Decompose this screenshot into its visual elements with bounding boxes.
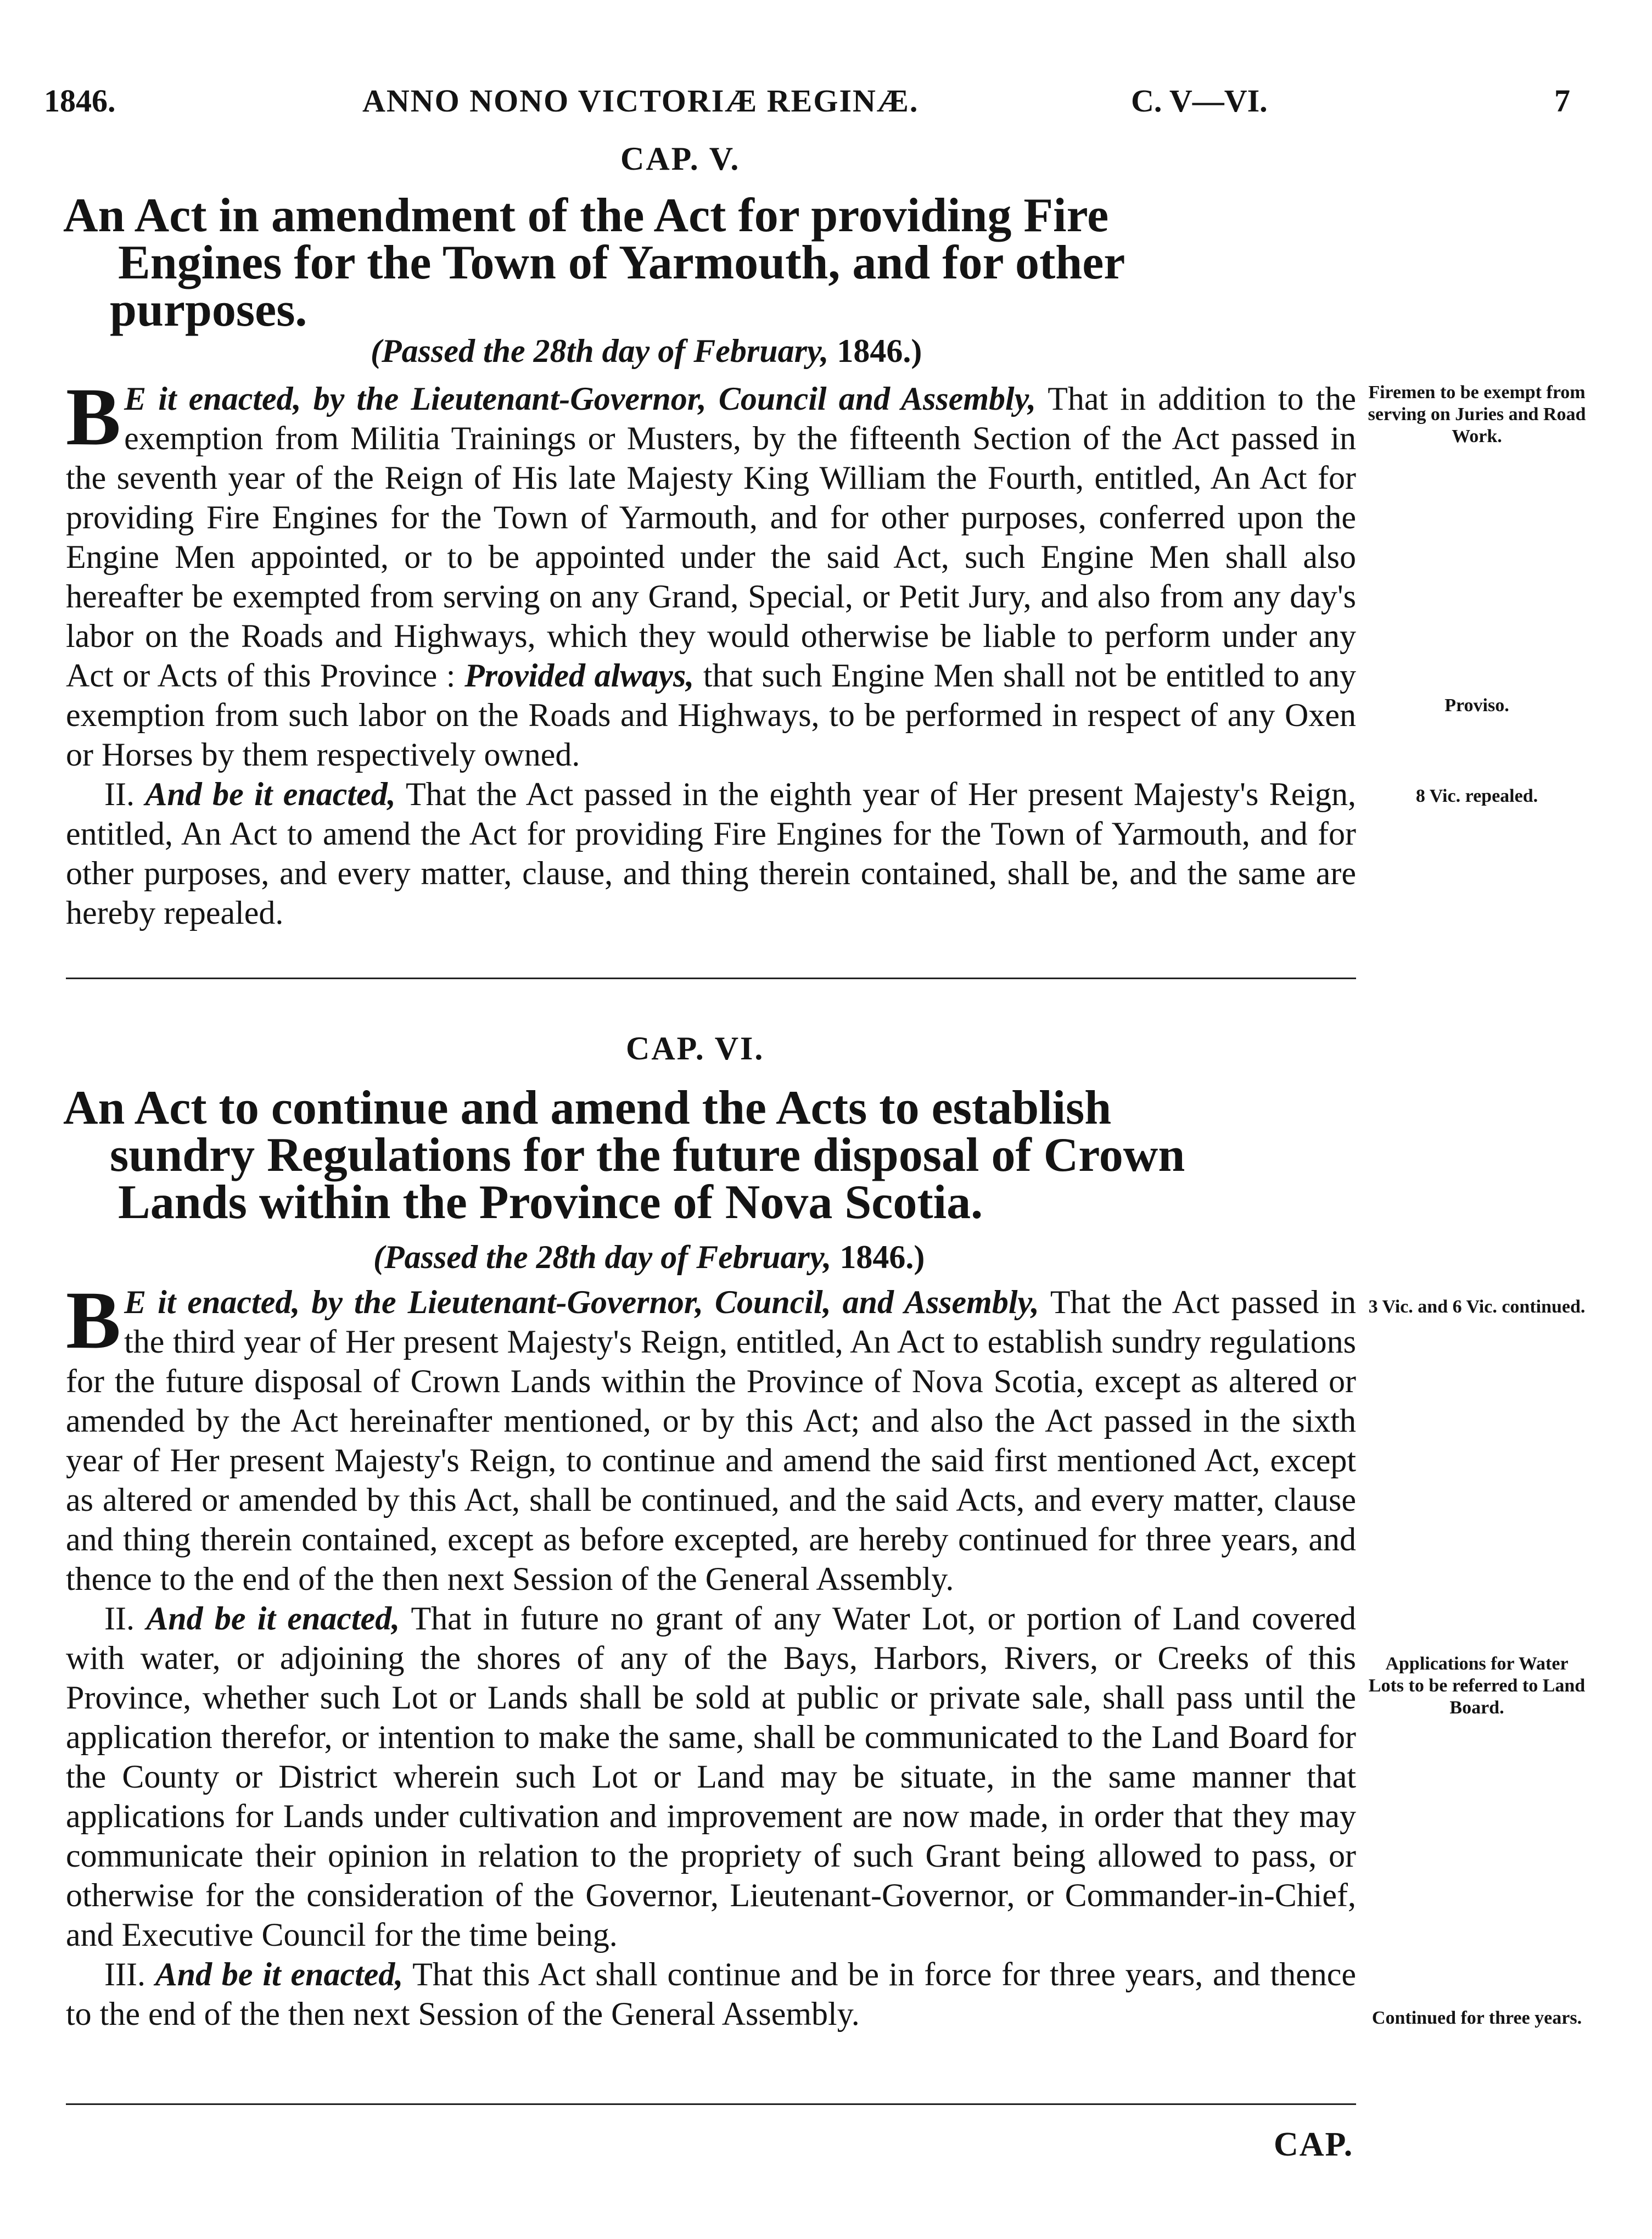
cap-5-passed-date [371, 332, 922, 370]
cap-5-s1-text: That in addition to the exemption from Militia Trainings or Musters, by the fifteenth Section of the Act passed in the seventh year of the Reign of His late Majesty King William the Fourth, entitled, An Act for providing Fire Engines for the Town of Yarmouth, and for other purposes, conferred upon the Engine Men appointed, or to be appointed under the said Act, such Engine Men shall also hereafter be exempted from serving on any Grand, Special, or Petit Jury, and also from any day's labor on the Roads and Highways, which they would otherwise be liable to perform under any Act or Acts of this Province : [66, 381, 1356, 694]
cap-6-section-3 [66, 1955, 1356, 2034]
cap-6-passed-year: 1846.) [839, 1239, 925, 1275]
cap-6-title-line-2: sundry Regulations for the future disposal of Crown [110, 1129, 1185, 1182]
cap-6-passed-date [373, 1238, 925, 1276]
header-year: 1846. [44, 83, 116, 119]
cap-6-section-1 [66, 1275, 1357, 1599]
cap-5-s1-enacting-clause: E it enacted, by the Lieutenant-Governor, Council and Assembly, [124, 381, 1037, 417]
cap-5-dropcap: B [66, 371, 121, 462]
page-number: 7 [1554, 83, 1570, 119]
cap-5-title [63, 189, 1125, 337]
cap-6-title [63, 1081, 1185, 1229]
cap-6-s3-number: III. [104, 1956, 145, 1992]
cap-6-s3-text: That this Act shall continue and be in force for three years, and thence to the end of the then next Session of the General Assembly. [66, 1956, 1357, 2032]
cap-5-s1-proviso-italic: Provided always, [464, 657, 695, 694]
header-title: ANNO NONO VICTORIÆ REGINÆ. [362, 83, 919, 119]
cap-5-section-2 [66, 774, 1356, 933]
header-chapters: C. V—VI. [1131, 83, 1268, 119]
margin-note-vic-continued: 3 Vic. and 6 Vic. continued. [1368, 1297, 1586, 1317]
bottom-divider [66, 2103, 1356, 2105]
cap-6-body [66, 1275, 1357, 2034]
cap-5-s2-number: II. [104, 776, 135, 812]
cap-6-s1-enacting-clause: E it enacted, by the Lieutenant-Governor, Council, and Assembly, [124, 1284, 1039, 1320]
cap-6-s3-enacting-clause: And be it enacted, [155, 1956, 404, 1992]
cap-5-passed-year: 1846.) [837, 333, 922, 369]
cap-5-passed-italic: (Passed the 28th day of February, [371, 333, 829, 369]
cap-5-heading: CAP. V. [620, 141, 741, 177]
cap-5-s2-text: That the Act passed in the eighth year of Her present Majesty's Reign, entitled, An Act to amend the Act for providing Fire Engines for the Town of Yarmouth, and for other purposes, and every matter, clause, and thing therein contained, shall be, and the same are hereby repealed. [66, 776, 1357, 931]
cap-6-s2-text: That in future no grant of any Water Lot, or portion of Land covered with water, or adjoining the shores of any of the Bays, Harbors, Rivers, or Creeks of this Province, whether such Lot or Lands shall be sold at public or private sale, shall pass until the application therefor, or intention to make the same, shall be communicated to the Land Board for the County or District wherein such Lot or Land may be situate, in the same manner that applications for Lands under cultivation and improvement are now made, in order that they may communicate their opinion in relation to the propriety of such Grant being allowed to pass, or otherwise for the consideration of the Governor, Lieutenant-Governor, or Commander-in-Chief, and Executive Council for the time being. [66, 1600, 1357, 1953]
cap-6-s1-text: That the Act passed in the third year of Her present Majesty's Reign, entitled, An Act to establish sundry regulations for the future disposal of Crown Lands within the Province of Nova Scotia, except as altered or amended by the Act hereinafter mentioned, or by this Act; and also the Act passed in the sixth year of Her present Majesty's Reign, to continue and amend the said first mentioned Act, except as altered or amended by this Act, shall be continued, and the said Acts, and every matter, clause and thing therein contained, except as before excepted, are hereby continued for three years, and thence to the end of the then next Session of the General Assembly. [66, 1284, 1357, 1597]
margin-note-8-vic-repealed: 8 Vic. repealed. [1415, 786, 1538, 806]
cap-5-body [66, 371, 1357, 933]
cap-6-title-line-3: Lands within the Province of Nova Scotia. [118, 1176, 983, 1229]
cap-5-s2-enacting-clause: And be it enacted, [145, 776, 396, 812]
cap-6-dropcap: B [66, 1275, 121, 1366]
cap-5-section-1 [66, 371, 1357, 774]
running-header [44, 82, 1570, 132]
cap-6-s2-enacting-clause: And be it enacted, [146, 1600, 400, 1637]
margin-note-proviso: Proviso. [1444, 695, 1509, 716]
cap-6-s2-number: II. [104, 1600, 135, 1637]
cap-5-title-line-1: An Act in amendment of the Act for providing Fire [63, 189, 1109, 242]
margin-note-three-years: Continued for three years. [1371, 2008, 1582, 2028]
catchword: CAP. [1274, 2126, 1354, 2163]
cap-6-section-2 [66, 1599, 1356, 1955]
cap-5-title-line-3: purposes. [110, 283, 307, 337]
margin-note-firemen: Firemen to be exempt from serving on Juries and Road Work. [1368, 382, 1586, 446]
cap-6-heading: CAP. VI. [626, 1030, 765, 1067]
section-divider [66, 978, 1356, 979]
cap-5-title-line-2: Engines for the Town of Yarmouth, and for other [118, 236, 1125, 289]
cap-6-passed-italic: (Passed the 28th day of February, [373, 1239, 832, 1275]
margin-note-water-lots: Applications for Water Lots to be referred to Land Board. [1368, 1654, 1586, 1718]
cap-5-s1-proviso-text: that such Engine Men shall not be entitled to any exemption from such labor on the Roads and Highways, to be performed in respect of any Oxen or Horses by them respectively owned. [66, 657, 1357, 773]
cap-6-title-line-1: An Act to continue and amend the Acts to establish [63, 1081, 1112, 1135]
